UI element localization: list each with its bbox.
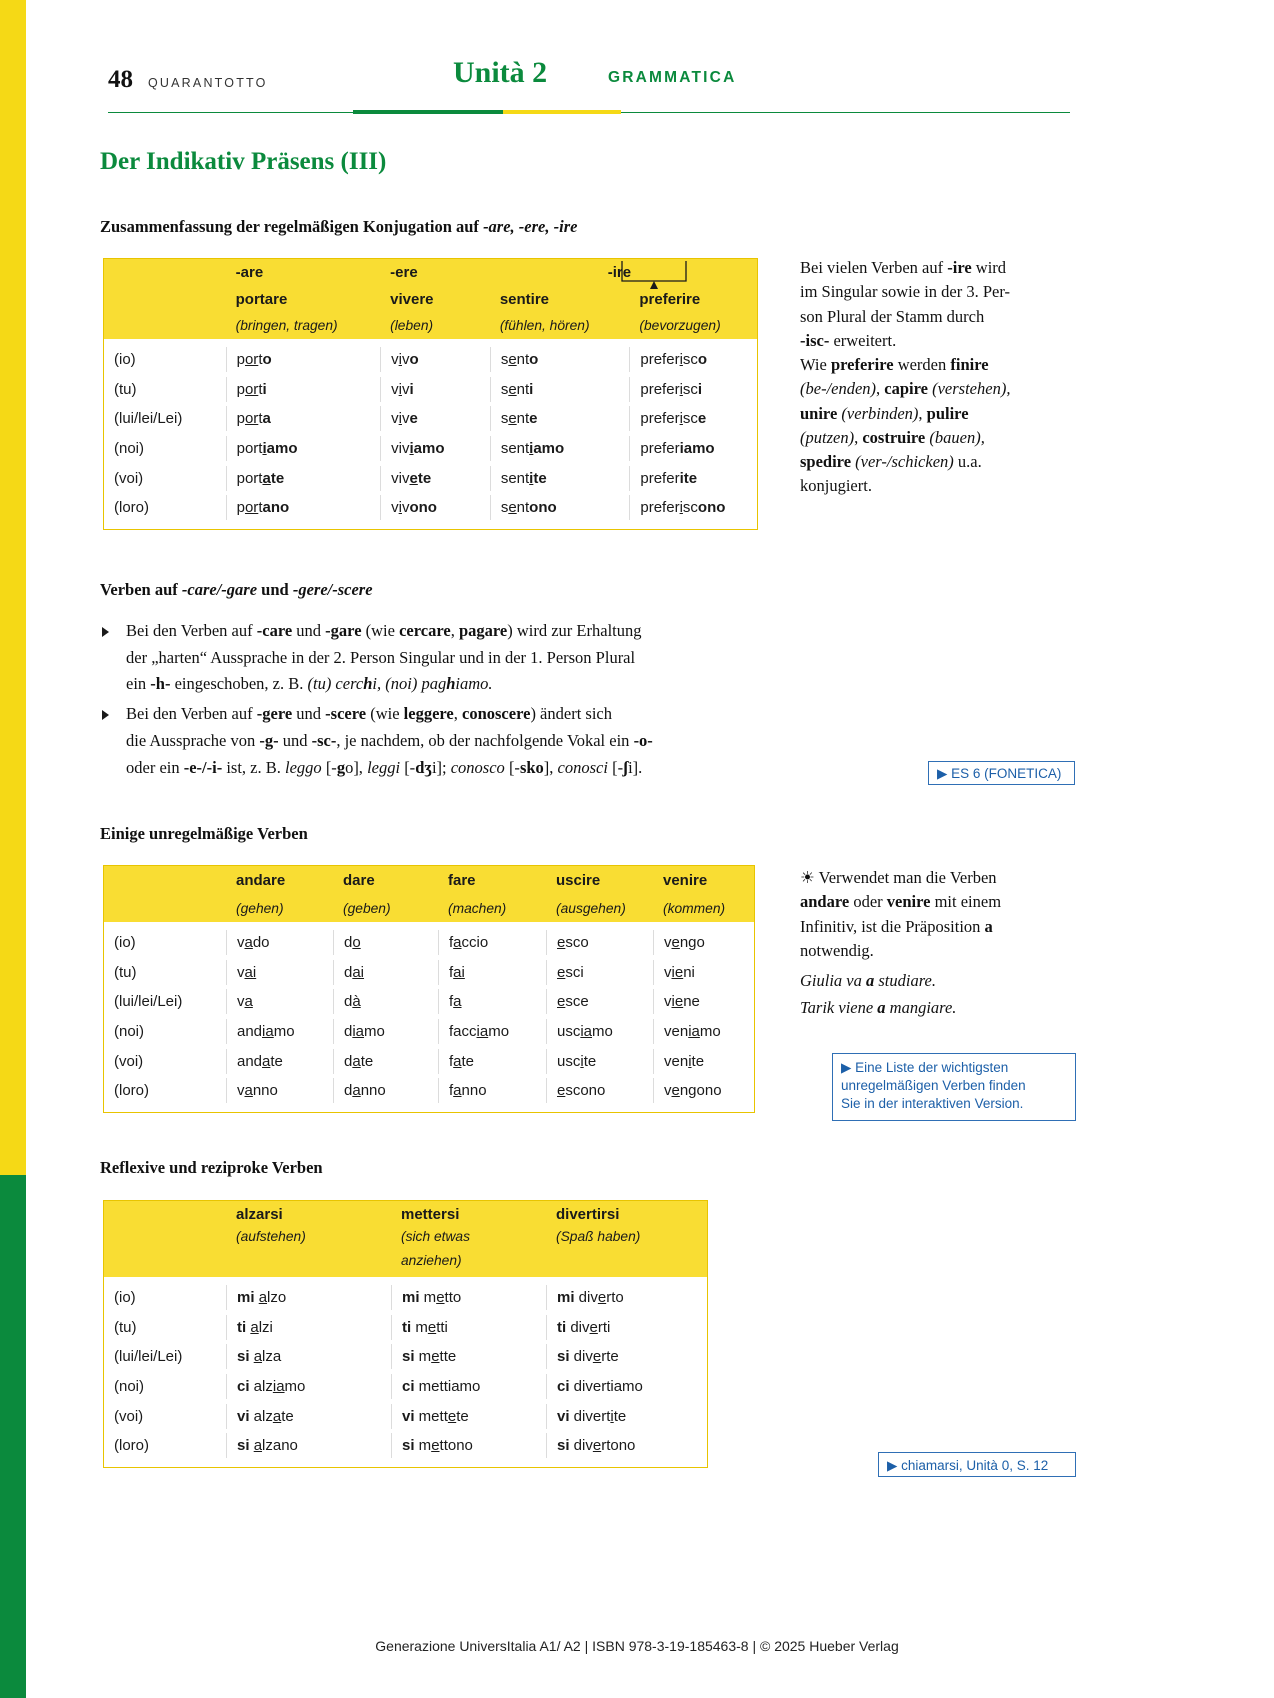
note-isc-l8a: (putzen) [800, 427, 855, 447]
note-isc-l7c: , [918, 403, 927, 423]
table-row [104, 1372, 707, 1402]
b2-l3f: leggi [367, 757, 401, 777]
page-number-word: QUARANTOTTO [148, 76, 268, 90]
note-andare-venire [800, 866, 1085, 1021]
pronoun-voi: (voi) [114, 469, 144, 487]
form-preferire-io: preferisco [629, 347, 757, 372]
table-irregular-infinitive-row [104, 866, 754, 894]
form-sentire-noi: sentiamo [490, 436, 630, 461]
note-isc-l7a: unire [800, 403, 838, 423]
b1-p5: ) wird zur Erhaltung [507, 621, 642, 640]
infinitive-alzarsi: alzarsi [236, 1205, 283, 1223]
pronoun-lui: (lui/lei/Lei) [114, 410, 183, 428]
note-av-l1: Verwendet man die Verben [818, 868, 997, 887]
b2-p2: und [292, 704, 326, 724]
box-chiamarsi-label: chiamarsi, Unità 0, S. 12 [901, 1458, 1049, 1473]
form-andare-voi: andate [226, 1049, 333, 1074]
section-title: GRAMMATICA [608, 69, 737, 86]
infinitive-portare: portare [235, 290, 288, 308]
box-es6-label: ES 6 (FONETICA) [951, 766, 1062, 781]
form-alzarsi-io: mi alzo [226, 1285, 391, 1310]
left-yellow-bar [0, 0, 26, 1175]
table-row [104, 928, 754, 958]
table-row [104, 463, 757, 493]
header-rule-right [621, 112, 1070, 114]
form-fare-tu: fai [438, 960, 546, 985]
translation-mettersi: (sich etwas [401, 1229, 471, 1244]
form-divertirsi-tu: ti diverti [546, 1315, 706, 1340]
note-isc-l6b: , [876, 379, 885, 399]
translation-divertirsi: (Spaß haben) [556, 1229, 641, 1244]
form-alzarsi-lui: si alza [226, 1344, 391, 1369]
b2-l3a: oder ein [126, 757, 184, 777]
pronoun-loro: (loro) [114, 1437, 150, 1455]
b2-l3h: conosco [450, 757, 505, 777]
table-irregular-header [104, 866, 754, 922]
form-mettersi-tu: ti metti [391, 1315, 546, 1340]
form-dare-tu: dai [333, 960, 438, 985]
pronoun-noi: (noi) [114, 1023, 145, 1041]
form-uscire-io: esco [546, 930, 653, 955]
form-andare-tu: vai [226, 960, 333, 985]
form-alzarsi-voi: vi alzate [226, 1404, 391, 1429]
form-alzarsi-loro: si alzano [226, 1433, 391, 1458]
b1-l2: der „harten“ Aussprache in der 2. Person Singular und in der 1. Person Plural [126, 647, 636, 667]
form-dare-lui: dà [333, 989, 438, 1014]
form-venire-lui: viene [653, 989, 753, 1014]
table-row [104, 345, 757, 375]
table-row [104, 958, 754, 988]
pronoun-tu: (tu) [114, 1318, 137, 1336]
pronoun-io: (io) [114, 1289, 136, 1307]
box-chiamarsi[interactable] [878, 1452, 1076, 1477]
b2-l3g: [-dʒi]; [400, 757, 451, 777]
infinitive-vivere: vivere [390, 290, 434, 308]
form-mettersi-io: mi metto [391, 1285, 546, 1310]
table-irregular-body [104, 922, 754, 1112]
form-portare-tu: porti [226, 377, 381, 402]
note-av-l2c: venire [886, 892, 931, 912]
form-mettersi-voi: vi mettete [391, 1404, 546, 1429]
note-av-ex1c: studiare. [874, 971, 936, 990]
form-vivere-loro: vivono [380, 495, 490, 520]
subheading-care-gare-it2: -gere/-scere [292, 580, 373, 599]
b1-p1: Bei den Verben auf [126, 621, 257, 640]
table-row [104, 987, 754, 1017]
translation-portare: (bringen, tragen) [235, 318, 338, 333]
pronoun-lui: (lui/lei/Lei) [114, 993, 183, 1011]
infinitive-fare: fare [448, 871, 476, 889]
b2-l2d: -sc- [311, 730, 337, 750]
note-av-l4: notwendig. [800, 940, 874, 960]
note-isc-l4b: erweitert. [829, 330, 897, 350]
pronoun-io: (io) [114, 351, 136, 369]
b2-l3e: [-go], [321, 757, 368, 777]
form-fare-voi: fate [438, 1049, 546, 1074]
b2-l2f: -o- [633, 730, 653, 750]
form-sentire-tu: senti [490, 377, 630, 402]
form-portare-lui: porta [226, 406, 381, 431]
form-preferire-noi: preferiamo [629, 436, 757, 461]
b2-l3d: leggo [285, 757, 322, 777]
form-divertirsi-noi: ci divertiamo [546, 1374, 706, 1399]
subheading-regular-text: Zusammenfassung der regelmäßigen Konjugation auf [100, 217, 484, 236]
infinitive-andare: andare [236, 871, 286, 889]
form-fare-io: faccio [438, 930, 546, 955]
table-reflexive-translation-row [104, 1227, 707, 1251]
note-av-l2b: oder [849, 892, 887, 912]
note-isc-l7d: pulire [926, 403, 969, 423]
table-row [104, 1401, 707, 1431]
note-isc-l5a: Wie [800, 355, 831, 374]
page-header [108, 58, 1178, 118]
ire-bracket [620, 259, 690, 291]
note-isc-l7b: (verbinden) [837, 403, 919, 423]
b2-b2: -scere [325, 704, 367, 724]
form-divertirsi-voi: vi divertite [546, 1404, 706, 1429]
form-uscire-voi: uscite [546, 1049, 653, 1074]
b2-p5: ) ändert sich [530, 704, 612, 724]
table-reflexive-translation-row2 [104, 1251, 707, 1277]
b2-l2c: und [278, 730, 312, 750]
note-isc-l9b: (ver-/schicken) [851, 452, 954, 471]
lightbulb-icon: ☀ [800, 869, 815, 887]
infinitive-uscire: uscire [556, 871, 601, 889]
form-sentire-loro: sentono [490, 495, 630, 520]
note-av-ex2b: a [877, 998, 886, 1018]
table-row [104, 404, 757, 434]
box-es6-fonetica[interactable] [928, 761, 1075, 785]
note-av-ex2a: Tarik viene [800, 998, 878, 1018]
form-andare-lui: va [226, 989, 333, 1014]
form-mettersi-lui: si mette [391, 1344, 546, 1369]
form-sentire-io: sento [490, 347, 630, 372]
infinitive-mettersi: mettersi [401, 1205, 460, 1223]
form-preferire-voi: preferite [629, 466, 757, 491]
form-uscire-tu: esci [546, 960, 653, 985]
note-isc-l8b: , [854, 427, 863, 447]
table-row [104, 1431, 707, 1461]
b2-p3: (wie [366, 704, 404, 724]
b2-l2e: , je nachdem, ob der nachfolgende Vokal ein [336, 730, 634, 750]
form-dare-noi: diamo [333, 1019, 438, 1044]
translation-alzarsi: (aufstehen) [236, 1229, 306, 1244]
form-sentire-voi: sentite [490, 466, 630, 491]
form-mettersi-loro: si mettono [391, 1433, 546, 1458]
form-vivere-io: vivo [380, 347, 490, 372]
list-item [100, 701, 800, 781]
unit-title: Unità 2 [453, 56, 548, 89]
box-list-l1: Eine Liste der wichtigsten [855, 1060, 1009, 1075]
pronoun-lui: (lui/lei/Lei) [114, 1348, 183, 1366]
form-portare-noi: portiamo [226, 436, 381, 461]
subheading-care-gare [100, 580, 373, 600]
table-row [104, 1342, 707, 1372]
translation-fare: (machen) [448, 900, 507, 916]
table-row [104, 1046, 754, 1076]
form-vivere-tu: vivi [380, 377, 490, 402]
table-reflexive-verbs [103, 1200, 708, 1468]
b1-b4: pagare [458, 621, 508, 640]
form-mettersi-noi: ci mettiamo [391, 1374, 546, 1399]
pronoun-tu: (tu) [114, 963, 137, 981]
b1-p4: , [450, 621, 459, 640]
note-av-l2d: mit einem [930, 892, 1002, 912]
b1-p3: (wie [361, 621, 400, 640]
form-venire-noi: veniamo [653, 1019, 753, 1044]
infinitive-divertirsi: divertirsi [556, 1205, 620, 1223]
infinitive-dare: dare [343, 871, 375, 889]
b1-b2: -gare [325, 621, 362, 640]
table-row [104, 375, 757, 405]
subheading-regular-italic: -are, -ere, -ire [483, 217, 578, 236]
pronoun-noi: (noi) [114, 440, 145, 458]
subheading-care-gare-pre: Verben auf [100, 580, 182, 599]
form-alzarsi-noi: ci alziamo [226, 1374, 391, 1399]
table-row [104, 1313, 707, 1343]
form-portare-loro: portano [226, 495, 381, 520]
note-isc-l2: im Singular sowie in der 3. Per- [800, 282, 1011, 302]
b2-b1: -gere [256, 704, 293, 724]
bullet-list [100, 618, 800, 783]
infinitive-preferire: preferire [639, 290, 701, 308]
translation-uscire: (ausgehen) [556, 900, 626, 916]
note-isc-l5b: preferire [830, 355, 894, 374]
subheading-regular [100, 217, 577, 237]
form-venire-tu: vieni [653, 960, 753, 985]
translation-mettersi-2: anziehen) [401, 1253, 462, 1268]
note-isc-l5c: werden [893, 355, 951, 374]
b1-l3b: -h- [150, 674, 171, 694]
form-fare-noi: facciamo [438, 1019, 546, 1044]
translation-andare: (gehen) [236, 900, 284, 916]
box-list-l2: unregelmäßigen Verben finden [841, 1078, 1026, 1094]
form-divertirsi-lui: si diverte [546, 1344, 706, 1369]
pronoun-voi: (voi) [114, 1407, 144, 1425]
translation-divertirsi-2 [546, 1251, 706, 1277]
form-andare-io: vado [226, 930, 333, 955]
note-av-ex1a: Giulia va [800, 971, 866, 990]
form-uscire-lui: esce [546, 989, 653, 1014]
list-item [100, 618, 800, 698]
form-venire-io: vengo [653, 930, 753, 955]
note-isc-l9c: u.a. [953, 452, 982, 471]
form-vivere-noi: viviamo [380, 436, 490, 461]
subheading-reflexive: Reflexive und reziproke Verben [100, 1158, 323, 1177]
b2-b3: leggere [403, 704, 454, 724]
b1-l3a: ein [126, 674, 151, 694]
left-green-bar [0, 1175, 26, 1698]
note-av-ex2c: mangiare. [885, 998, 957, 1018]
form-fare-lui: fa [438, 989, 546, 1014]
table-reflexive-body [104, 1277, 707, 1467]
form-uscire-loro: escono [546, 1078, 653, 1103]
note-isc-l1a: Bei vielen Verben auf [800, 258, 948, 277]
form-vivere-lui: vive [380, 406, 490, 431]
table-row [104, 1017, 754, 1047]
form-portare-voi: portate [226, 466, 381, 491]
form-uscire-noi: usciamo [546, 1019, 653, 1044]
table-regular-body [104, 339, 757, 529]
form-preferire-lui: preferisce [629, 406, 757, 431]
table-row [104, 434, 757, 464]
box-irregular-list[interactable] [832, 1053, 1076, 1121]
b2-l2b: -g- [259, 730, 279, 750]
translation-vivere: (leben) [390, 318, 434, 333]
header-rule-left [108, 112, 353, 114]
b2-l2a: die Aussprache von [126, 730, 260, 750]
header-rule-green [353, 110, 503, 114]
form-alzarsi-tu: ti alzi [226, 1315, 391, 1340]
note-isc-l8c: costruire [862, 427, 926, 447]
note-isc-l9a: spedire [800, 452, 852, 471]
page-footer: Generazione UniversItalia A1/ A2 | ISBN 978-3-19-185463-8 | © 2025 Hueber Verlag [375, 1638, 899, 1654]
pronoun-tu: (tu) [114, 380, 137, 398]
pronoun-noi: (noi) [114, 1378, 145, 1396]
pronoun-loro: (loro) [114, 1082, 150, 1100]
box-list-l3: Sie in der interaktiven Version. [841, 1096, 1024, 1112]
note-isc-l6d: (verstehen), [927, 379, 1011, 399]
header-rule-yellow [503, 110, 621, 114]
note-isc-l10: konjugiert. [800, 476, 872, 496]
note-isc-l4a: -isc- [800, 330, 830, 350]
translation-preferire: (bevorzugen) [639, 318, 721, 333]
b2-l3b: -e-/-i- [183, 757, 223, 777]
b1-l3c: eingeschoben, z. B. [170, 674, 308, 694]
subheading-irregular: Einige unregelmäßige Verben [100, 824, 308, 843]
pronoun-voi: (voi) [114, 1052, 144, 1070]
note-isc-l6a: (be-/enden) [800, 379, 877, 399]
translation-dare: (geben) [343, 900, 391, 916]
form-andare-noi: andiamo [226, 1019, 333, 1044]
note-isc-l1b: -ire [947, 258, 972, 277]
b1-b1: -care [256, 621, 293, 640]
note-isc-l6c: capire [884, 379, 928, 399]
note-isc-l1c: wird [971, 258, 1007, 277]
form-divertirsi-io: mi diverto [546, 1285, 706, 1310]
form-preferire-tu: preferisci [629, 377, 757, 402]
triangle-icon: ▶ [841, 1060, 852, 1075]
b1-b3: cercare [399, 621, 451, 640]
infinitive-sentire: sentire [499, 290, 550, 308]
page-number: 48 [108, 66, 133, 93]
form-venire-loro: vengono [653, 1078, 753, 1103]
pronoun-io: (io) [114, 934, 136, 952]
infinitive-venire: venire [663, 871, 708, 889]
table-reflexive-header [104, 1201, 707, 1277]
subheading-care-gare-it1: -care/-gare [181, 580, 258, 599]
pronoun-loro: (loro) [114, 499, 150, 517]
note-isc-l8d: (bauen), [925, 427, 985, 447]
translation-sentire: (fühlen, hören) [499, 318, 590, 333]
b1-l3d: (tu) cerchi, (noi) paghiamo. [307, 674, 493, 694]
b2-l3k: [-ʃi]. [607, 757, 643, 777]
form-dare-voi: date [333, 1049, 438, 1074]
note-av-ex1b: a [866, 971, 875, 990]
note-isc [800, 256, 1085, 499]
b2-p4: , [453, 704, 463, 724]
table-regular-verbs [103, 258, 758, 530]
form-divertirsi-loro: si divertono [546, 1433, 706, 1458]
form-preferire-loro: preferiscono [629, 495, 757, 520]
translation-alzarsi-2 [226, 1251, 391, 1277]
triangle-icon: ▶ [937, 766, 948, 781]
form-andare-loro: vanno [226, 1078, 333, 1103]
form-vivere-voi: vivete [380, 466, 490, 491]
b2-b4: conoscere [462, 704, 531, 724]
form-venire-voi: venite [653, 1049, 753, 1074]
note-isc-l5d: finire [950, 355, 989, 374]
page-title: Der Indikativ Präsens (III) [100, 148, 387, 175]
table-irregular-verbs [103, 865, 755, 1113]
form-portare-io: porto [226, 347, 381, 372]
note-av-l3a: Infinitiv, ist die Präposition [800, 916, 985, 936]
note-isc-l3: son Plural der Stamm durch [800, 306, 985, 326]
group-label-are: -are [235, 264, 264, 281]
table-row [104, 1283, 707, 1313]
b2-l3c: ist, z. B. [222, 757, 286, 777]
table-row [104, 1076, 754, 1106]
form-fare-loro: fanno [438, 1078, 546, 1103]
group-label-ere: -ere [390, 264, 418, 281]
table-row [104, 493, 757, 523]
subheading-care-gare-mid: und [257, 580, 293, 599]
form-dare-io: do [333, 930, 438, 955]
b2-p1: Bei den Verben auf [126, 704, 257, 724]
note-av-l2a: andare [800, 892, 850, 912]
table-reflexive-infinitive-row [104, 1201, 707, 1227]
form-dare-loro: danno [333, 1078, 438, 1103]
group-label-ire: -ire [607, 264, 632, 281]
triangle-icon: ▶ [887, 1458, 898, 1473]
b1-p2: und [292, 621, 326, 640]
b2-l3i: [-sko], [504, 757, 558, 777]
note-av-l3b: a [984, 916, 993, 936]
form-sentire-lui: sente [490, 406, 630, 431]
table-regular-translation-row [104, 312, 757, 339]
table-irregular-translation-row [104, 894, 754, 922]
b2-l3j: conosci [557, 757, 608, 777]
translation-venire: (kommen) [663, 900, 726, 916]
